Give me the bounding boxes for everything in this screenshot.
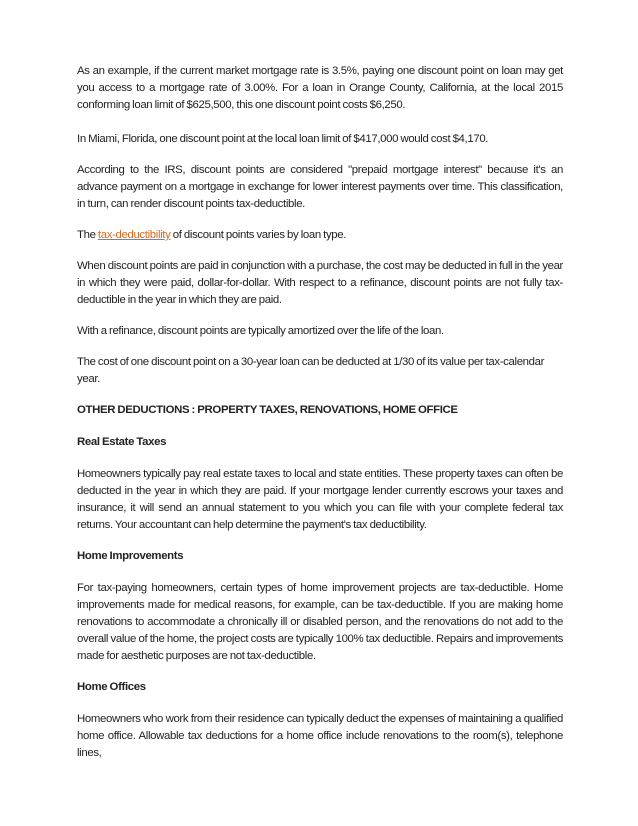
document-page: [77, 63, 563, 776]
paragraph-home-offices: Homeowners who work from their residence can typically deduct the expenses of maintaining a qualified home office. Allowable tax deductions for a home office include renovations to the room(s), telephone lines,: [77, 713, 563, 759]
heading-home-improvements: Home Improvements: [77, 550, 184, 562]
paragraph-irs-classification: According to the IRS, discount points are considered "prepaid mortgage interest" because it's an advance payment on a mortgage in exchange for lower interest payments over time. This classification, in turn, can render discount points tax-deductible.: [77, 164, 563, 210]
paragraph-tax-deductibility: [77, 227, 563, 244]
paragraph-purchase-vs-refinance: When discount points are paid in conjunction with a purchase, the cost may be deducted in full in the year in which they were paid, dollar-for-dollar. With respect to a refinance, discount points are not fully tax-deductible in the year in which they are paid.: [77, 260, 563, 306]
heading-other-deductions: OTHER DEDUCTIONS : PROPERTY TAXES, RENOVATIONS, HOME OFFICE: [77, 404, 458, 416]
paragraph-tax-deductibility-suffix: of discount points varies by loan type.: [170, 229, 347, 241]
paragraph-tax-deductibility-prefix: The: [77, 229, 98, 241]
heading-home-offices: Home Offices: [77, 681, 146, 693]
paragraph-real-estate-taxes: Homeowners typically pay real estate taxes to local and state entities. These property taxes can often be deducted in the year in which they are paid. If your mortgage lender currently escrows your taxes and insurance, it will send an annual statement to you which you can file with your complete federal tax returns. Your accountant can help determine the payment's tax deductibility.: [77, 468, 563, 531]
paragraph-home-improvements: For tax-paying homeowners, certain types of home improvement projects are tax-deductible. Home improvements made for medical reasons, for example, can be tax-deductible. If you are making home renovations to accommodate a chronically ill or disabled person, and the renovations do not add to the overall value of the home, the project costs are typically 100% tax deductible. Repairs and improvements made for aesthetic purposes are not tax-deductible.: [77, 582, 563, 662]
paragraph-discount-point-example: As an example, if the current market mortgage rate is 3.5%, paying one discount point on loan may get you access to a mortgage rate of 3.00%. For a loan in Orange County, California, at the local 2015 conforming loan limit of $625,500, this one discount point costs $6,250.: [77, 65, 563, 111]
tax-deductibility-link[interactable]: tax-deductibility: [97, 229, 171, 241]
paragraph-30-year-deduction: The cost of one discount point on a 30-year loan can be deducted at 1/30 of its value per tax-calendar year.: [77, 356, 545, 385]
paragraph-refinance-amortization: With a refinance, discount points are typically amortized over the life of the loan.: [77, 325, 444, 337]
heading-real-estate-taxes: Real Estate Taxes: [77, 436, 167, 448]
paragraph-miami-example: In Miami, Florida, one discount point at the local loan limit of $417,000 would cost $4,170.: [77, 133, 489, 145]
